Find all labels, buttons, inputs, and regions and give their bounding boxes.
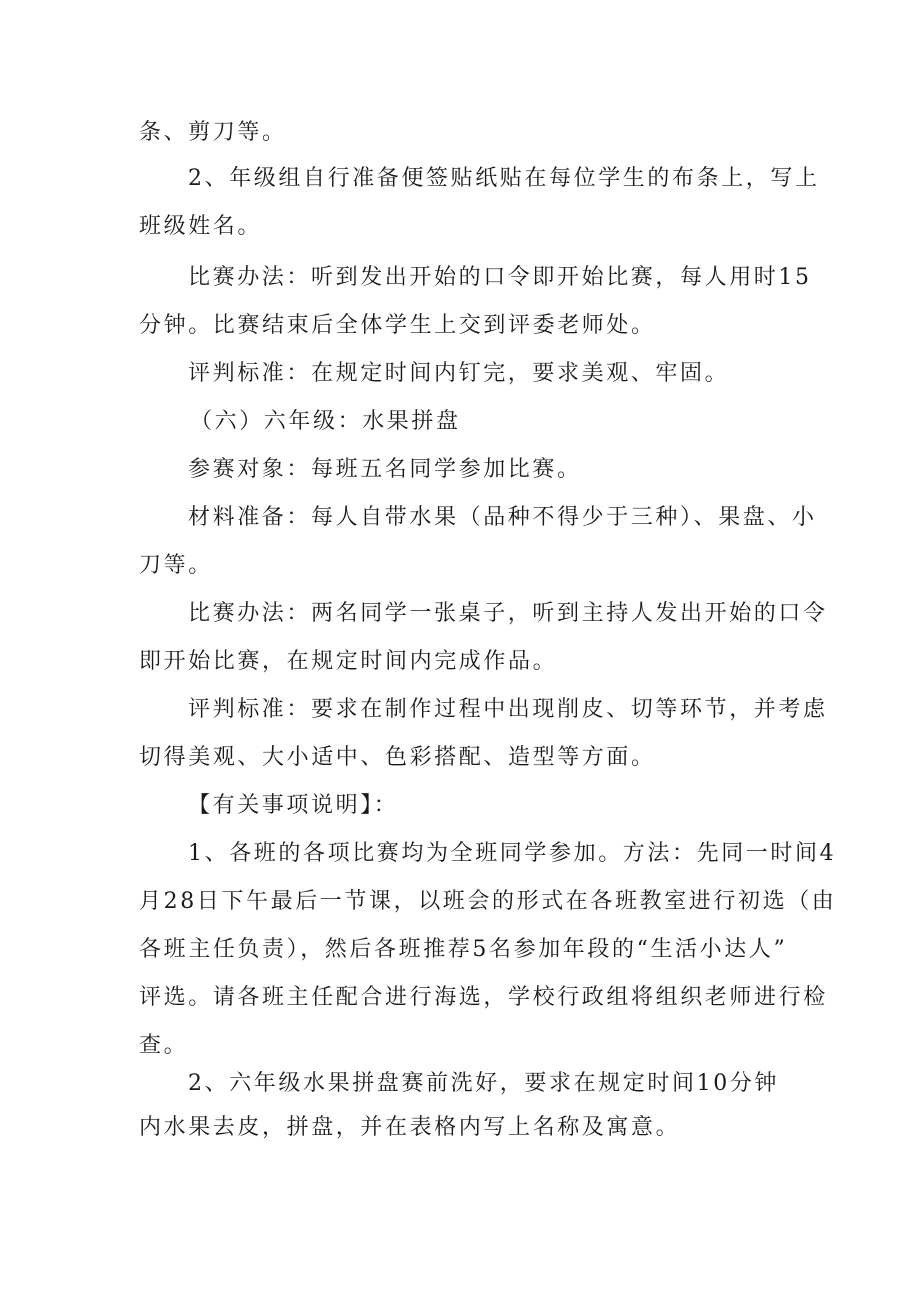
text-line: 材料准备：每人自带水果（品种不得少于三种）、果盘、小	[188, 505, 817, 530]
text-line: 刀等。	[139, 553, 213, 578]
text-line: 参赛对象：每班五名同学参加比赛。	[188, 457, 582, 482]
text-line: 切得美观、大小适中、色彩搭配、造型等方面。	[139, 745, 656, 770]
section-heading: 【有关事项说明】：	[188, 793, 399, 818]
section-heading: （六）六年级：水果拼盘	[190, 409, 461, 434]
text-line: 2、年级组自行准备便签贴纸贴在每位学生的布条上，写上	[188, 166, 820, 191]
text-line: 即开始比赛，在规定时间内完成作品。	[139, 649, 558, 674]
text-line: 比赛办法：听到发出开始的口令即开始比赛，每人用时15	[188, 265, 812, 290]
text-line: 比赛办法：两名同学一张桌子，听到主持人发出开始的口令	[188, 601, 828, 626]
text-line: 内水果去皮，拼盘，并在表格内写上名称及寓意。	[139, 1115, 681, 1140]
text-line: 班级姓名。	[139, 214, 263, 239]
text-line: 条、剪刀等。	[139, 120, 287, 145]
text-line: 查。	[139, 1033, 189, 1058]
text-line: 各班主任负责），然后各班推荐5名参加年段的“生活小达人”	[139, 937, 788, 962]
text-line: 评判标准：在规定时间内钉完，要求美观、牢固。	[188, 361, 730, 386]
text-line: 1、各班的各项比赛均为全班同学参加。方法：先同一时间4	[188, 841, 837, 866]
text-line: 评判标准：要求在制作过程中出现削皮、切等环节，并考虑	[188, 697, 828, 722]
text-line: 评选。请各班主任配合进行海选，学校行政组将组织老师进行检	[139, 985, 828, 1010]
text-line: 2、六年级水果拼盘赛前洗好，要求在规定时间10分钟	[188, 1071, 779, 1096]
text-line: 分钟。比赛结束后全体学生上交到评委老师处。	[139, 313, 656, 338]
text-line: 月28日下午最后一节课，以班会的形式在各班教室进行初选（由	[139, 889, 837, 914]
